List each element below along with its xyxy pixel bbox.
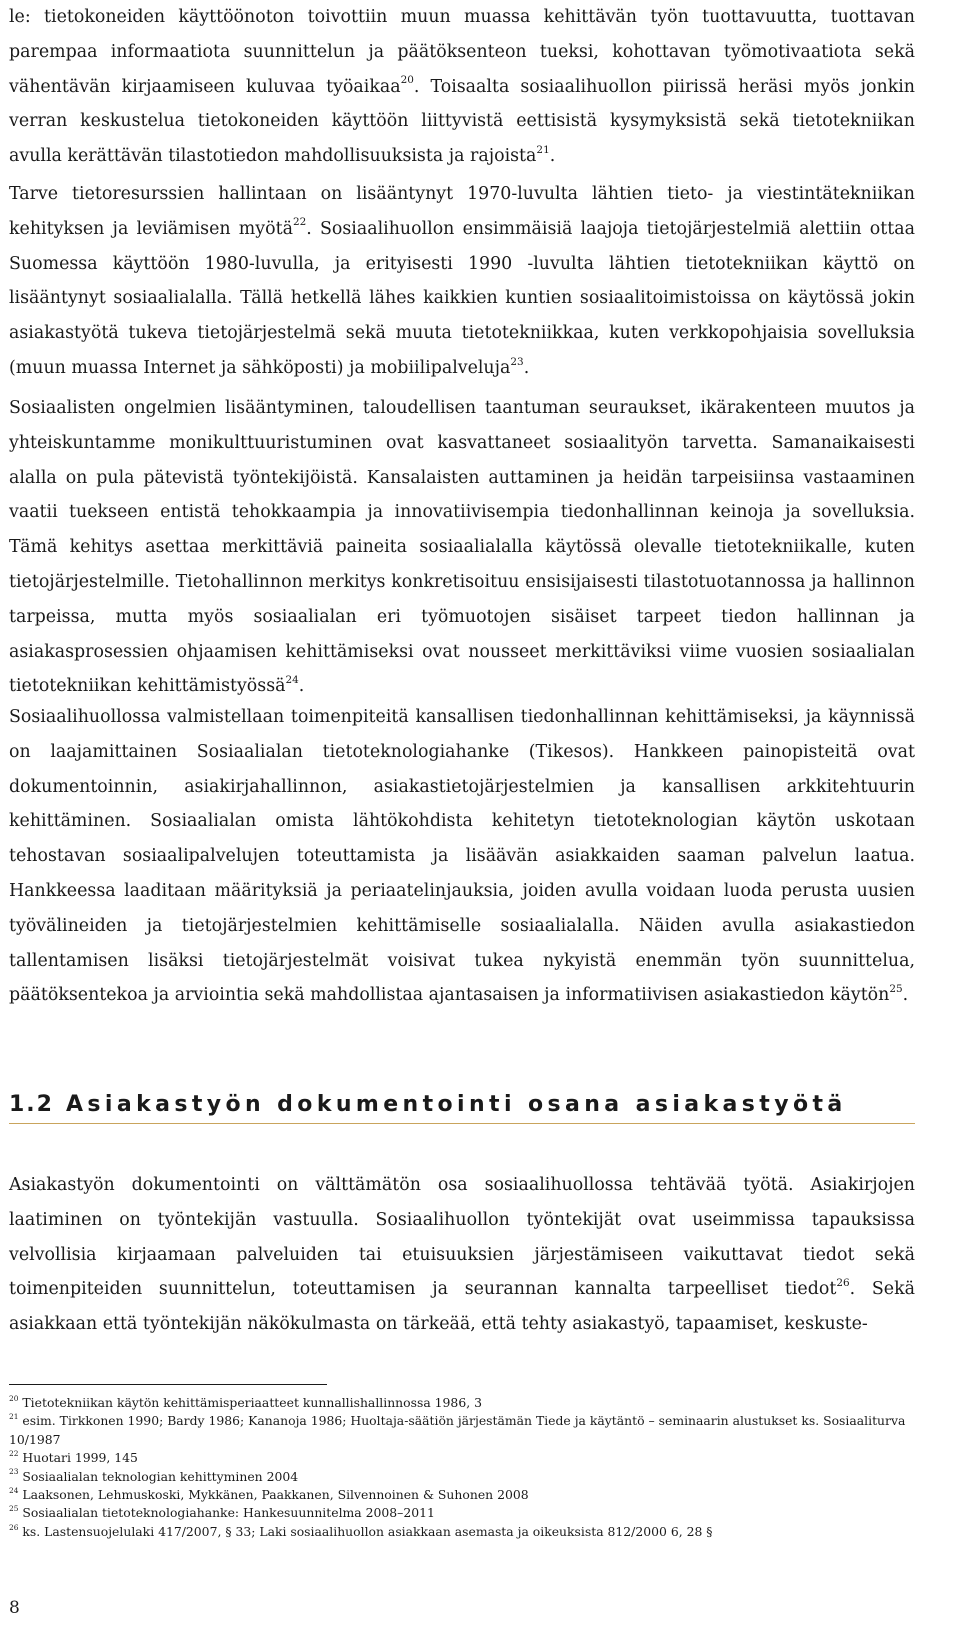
paragraph-text: . Toisaalta sosiaalihuollon piirissä heräsi myös jonkin verran keskustelua tietokoneiden käyttöön liittyvistä eettisistä kysymyksistä sekä tietotekniikan avulla kerättävän tilastotiedon mahdollisuuksista ja rajoista [9, 76, 916, 167]
footnote [9, 1468, 915, 1486]
footnote-ref[interactable]: 21 [536, 143, 550, 156]
footnote-ref[interactable]: 26 [836, 1277, 850, 1290]
body-paragraph [9, 177, 915, 386]
footnote-separator [9, 1384, 327, 1385]
footnote-number: 25 [9, 1504, 19, 1514]
footnote-ref[interactable]: 23 [510, 355, 524, 368]
footnote-ref[interactable]: 22 [292, 216, 307, 229]
footnotes [9, 1394, 915, 1541]
footnote [9, 1523, 915, 1541]
footnote-text: esim. Tirkkonen 1990; Bardy 1986; Kananoja 1986; Huoltaja-säätiön järjestämän Tiede ja käytäntö – seminaarin alustukset ks. Sosiaaliturva 10/1987 [9, 1413, 906, 1447]
paragraph-text: . Sosiaalihuollon ensimmäisiä laajoja tietojärjestelmiä alettiin ottaa Suomessa käyttöön 1980-luvulla, ja erityisesti 1990 -luvulta lähtien tietotekniikan käyttö on lisääntynyt sosiaalialalla. Tällä hetkellä lähes kaikkien kuntien sosiaalitoimistoissa on käytössä jokin asiakastyötä tukeva tietojärjestelmä sekä muuta tietotekniikkaa, kuten verkkopohjaisia sovelluksia (muun muassa Internet ja sähköposti) ja mobiilipalveluja [9, 218, 915, 378]
footnote [9, 1394, 915, 1412]
paragraph-text: le: tietokoneiden käyttöönoton toivottiin muun muassa kehittävän työn tuottavuutta, tuottavan parempaa informaatiota suunnittelun ja päätöksenteon tueksi, kohottavan työmotivaatiota sekä vähentävän kirjaamiseen kuluvaa työaikaa [9, 7, 915, 97]
body-paragraph [9, 700, 915, 1013]
footnote-text: Sosiaalialan tietoteknologiahanke: Hankesuunnitelma 2008–2011 [22, 1505, 435, 1521]
footnote-number: 23 [9, 1467, 19, 1477]
footnote [9, 1449, 915, 1467]
footnote-text: Sosiaalialan teknologian kehittyminen 2004 [22, 1468, 299, 1484]
paragraph-text: . [902, 985, 909, 1006]
footnote [9, 1412, 915, 1449]
footnote-text: Tietotekniikan käytön kehittämisperiaatteet kunnallishallinnossa 1986, 3 [22, 1395, 482, 1410]
footnote-number: 22 [9, 1448, 19, 1458]
paragraph-text: Tarve tietoresurssien hallintaan on lisääntynyt 1970-luvulta lähtien tieto- ja viestintätekniikan kehityksen ja leviämisen myötä [9, 184, 915, 239]
paragraph-text: Sosiaalisten ongelmien lisääntyminen, taloudellisen taantuman seuraukset, ikärakenteen muutos ja yhteiskuntamme monikulttuuristuminen ovat kasvattaneet sosiaalityön tarvetta. Samanaikaisesti alalla on pula pätevistä työntekijöistä. Kansalaisten auttaminen ja heidän tarpeisiinsa vastaaminen vaatii tuekseen entistä tehokkaampia ja innovatiivisempia tiedonhallinnan keinoja ja sovelluksia. Tämä kehitys asettaa merkittäviä paineita sosiaalialalla käytössä olevalle tietotekniikalle, kuten tietojärjestelmille. Tietohallinnon merkitys konkretisoituu ensisijaisesti tilastotuotannossa ja hallinnon tarpeissa, mutta myös sosiaalialan eri työmuotojen sisäiset tarpeet tiedon hallinnan ja asiakasprosessien ohjaamisen kehittämiseksi ovat nousseet merkittäviksi viime vuosien sosiaalialan tietotekniikan kehittämistyössä [9, 398, 915, 697]
footnote-number: 24 [9, 1485, 19, 1495]
footnote-text: Huotari 1999, 145 [22, 1450, 138, 1466]
body-paragraph [9, 391, 915, 704]
paragraph-text: Sosiaalihuollossa valmistellaan toimenpiteitä kansallisen tiedonhallinnan kehittämiseksi, ja käynnissä on laajamittainen Sosiaalialan tietoteknologiahanke (Tikesos). Hankkeen painopisteitä ovat dokumentoinnin, asiakirjahallinnon, asiakastietojärjestelmien ja kansallisen arkkitehtuurin kehittäminen. Sosiaalialan omista lähtökohdista kehitetyn tietoteknologian käytön uskotaan tehostavan sosiaalipalvelujen toteuttamista ja lisäävän asiakkaiden saaman palvelun laatua. Hankkeessa laaditaan määrityksiä ja periaatelinjauksia, joiden avulla voidaan luoda perusta uusien työvälineiden ja tietojärjestelmien kehittämiselle sosiaalialalla. Näiden avulla asiakastiedon tallentamisen lisäksi tietojärjestelmät voisivat tukea nykyistä enemmän työn suunnittelua, päätöksentekoa ja arviointia sekä mahdollistaa ajantasaisen ja informatiivisen asiakastiedon käytön [9, 707, 915, 1006]
footnote-ref[interactable]: 20 [400, 74, 414, 87]
section-title: Asiakastyön dokumentointi osana asiakastyötä [65, 1092, 847, 1117]
footnote-number: 26 [9, 1522, 19, 1532]
paragraph-text: . Sekä asiakkaan että työntekijän näkökulmasta on tärkeää, että tehty asiakastyö, tapaamiset, keskuste- [9, 1279, 915, 1335]
body-paragraph [9, 0, 915, 174]
body-paragraph [9, 1168, 915, 1342]
paragraph-text: . [523, 357, 530, 378]
footnote-ref[interactable]: 25 [889, 983, 903, 996]
footnote-text: Laaksonen, Lehmuskoski, Mykkänen, Paakkanen, Silvennoinen & Suhonen 2008 [22, 1487, 529, 1503]
footnote-number: 21 [9, 1412, 19, 1422]
footnote [9, 1504, 915, 1522]
section-heading [9, 1092, 915, 1124]
paragraph-text: . [549, 146, 556, 167]
footnote [9, 1486, 915, 1504]
page-number: 8 [9, 1598, 20, 1618]
footnote-ref[interactable]: 24 [285, 674, 299, 687]
footnote-text: ks. Lastensuojelulaki 417/2007, § 33; Laki sosiaalihuollon asiakkaan asemasta ja oikeuksista 812/2000 6, 28 § [22, 1523, 713, 1539]
paragraph-text: . [298, 676, 305, 697]
section-number: 1.2 [9, 1092, 54, 1117]
footnote-number: 20 [9, 1393, 19, 1403]
paragraph-text: Asiakastyön dokumentointi on välttämätön osa sosiaalihuollossa tehtävää työtä. Asiakirjojen laatiminen on työntekijän vastuulla. Sosiaalihuollon työntekijät ovat useimmissa tapauksissa velvollisia kirjaamaan palveluiden tai etuisuuksien järjestämiseen vaikuttavat tiedot sekä toimenpiteiden suunnittelun, toteuttamisen ja seurannan kannalta tarpeelliset tiedot [9, 1175, 915, 1300]
